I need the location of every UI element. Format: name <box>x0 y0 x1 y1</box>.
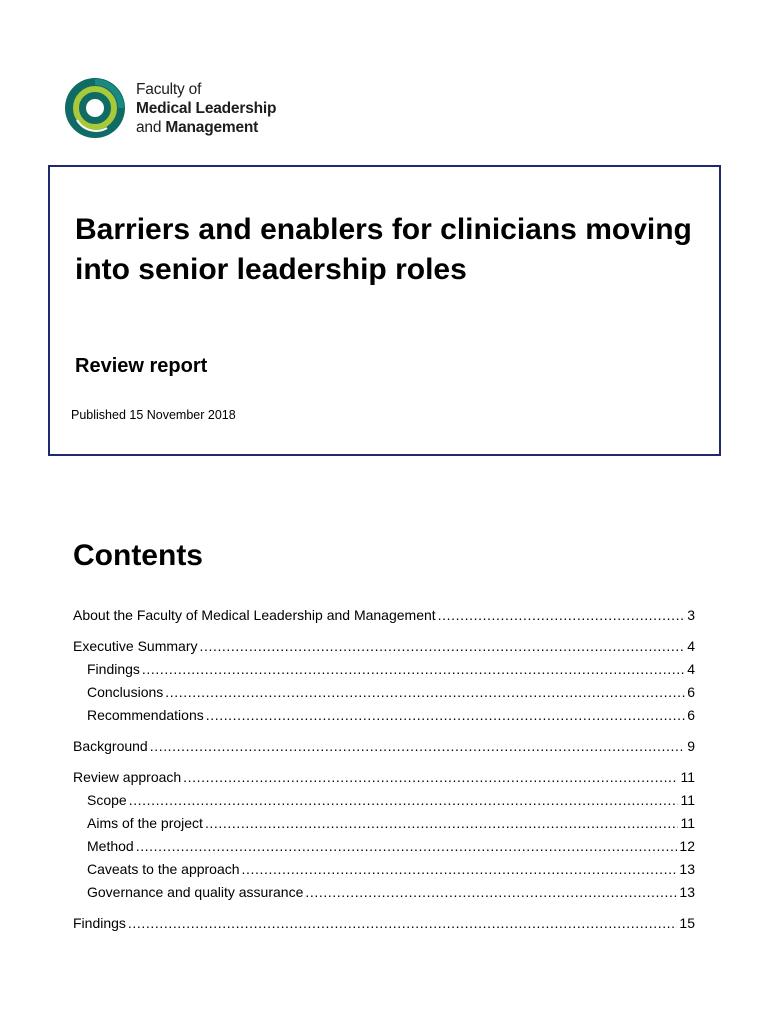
toc-entry-label: Executive Summary <box>73 638 198 654</box>
toc-leader <box>438 604 686 627</box>
toc-entry-label: Aims of the project <box>87 815 203 831</box>
toc-subentry[interactable] <box>73 812 695 835</box>
toc-entry-label: Findings <box>73 915 126 931</box>
fmlm-logo-icon <box>63 76 127 140</box>
toc-leader <box>242 858 678 881</box>
report-title: Barriers and enablers for clinicians moving into senior leadership roles <box>75 213 692 286</box>
toc-leader <box>129 789 679 812</box>
toc-entry-label: Background <box>73 738 148 754</box>
toc-entry-label: Findings <box>87 661 140 677</box>
logo-wordmark <box>136 80 276 137</box>
toc-leader <box>136 835 678 858</box>
table-of-contents <box>73 604 695 935</box>
toc-entry-page: 4 <box>687 638 695 654</box>
toc-entry-page: 4 <box>687 661 695 677</box>
toc-leader <box>206 704 685 727</box>
toc-subentry[interactable] <box>73 658 695 681</box>
toc-entry-label: Scope <box>87 792 127 808</box>
toc-entry-label: Conclusions <box>87 684 164 700</box>
toc-entry-page: 6 <box>687 684 695 700</box>
toc-entry[interactable] <box>73 766 695 789</box>
toc-entry-page: 13 <box>679 884 695 900</box>
toc-leader <box>205 812 679 835</box>
toc-entry[interactable] <box>73 635 695 658</box>
toc-entry[interactable] <box>73 912 695 935</box>
toc-leader <box>142 658 685 681</box>
toc-entry[interactable] <box>73 604 695 627</box>
toc-leader <box>165 681 685 704</box>
toc-entry-page: 6 <box>687 707 695 723</box>
toc-subentry[interactable] <box>73 835 695 858</box>
published-date: Published 15 November 2018 <box>71 408 236 422</box>
toc-subentry[interactable] <box>73 881 695 904</box>
toc-entry-label: About the Faculty of Medical Leadership and Management <box>73 607 436 623</box>
report-subtitle: Review report <box>75 355 208 377</box>
toc-entry-page: 3 <box>687 607 695 623</box>
logo-line-3-prefix: and <box>136 119 166 136</box>
toc-entry-page: 13 <box>679 861 695 877</box>
logo-line-3-bold: Management <box>165 119 259 136</box>
toc-entry-page: 11 <box>680 815 695 831</box>
toc-subentry[interactable] <box>73 681 695 704</box>
toc-entry-label: Caveats to the approach <box>87 861 240 877</box>
toc-subentry[interactable] <box>73 858 695 881</box>
toc-entry-page: 9 <box>687 738 695 754</box>
toc-entry-label: Review approach <box>73 769 182 785</box>
contents-heading: Contents <box>73 539 203 572</box>
logo-line-1: Faculty of <box>136 81 202 98</box>
toc-leader <box>199 635 685 658</box>
toc-entry[interactable] <box>73 735 695 758</box>
toc-leader <box>150 735 685 758</box>
logo-line-3 <box>136 118 276 137</box>
toc-entry-page: 12 <box>679 838 695 854</box>
toc-entry-label: Method <box>87 838 134 854</box>
toc-entry-page: 11 <box>680 769 695 785</box>
toc-entry-page: 11 <box>680 792 695 808</box>
toc-entry-page: 15 <box>679 915 695 931</box>
toc-subentry[interactable] <box>73 704 695 727</box>
cover-box <box>48 165 721 456</box>
toc-leader <box>183 766 678 789</box>
toc-leader <box>305 881 677 904</box>
toc-leader <box>128 912 678 935</box>
toc-entry-label: Recommendations <box>87 707 204 723</box>
logo-line-2: Medical Leadership <box>136 100 277 117</box>
fmlm-logo <box>63 76 303 140</box>
toc-subentry[interactable] <box>73 789 695 812</box>
toc-entry-label: Governance and quality assurance <box>87 884 304 900</box>
